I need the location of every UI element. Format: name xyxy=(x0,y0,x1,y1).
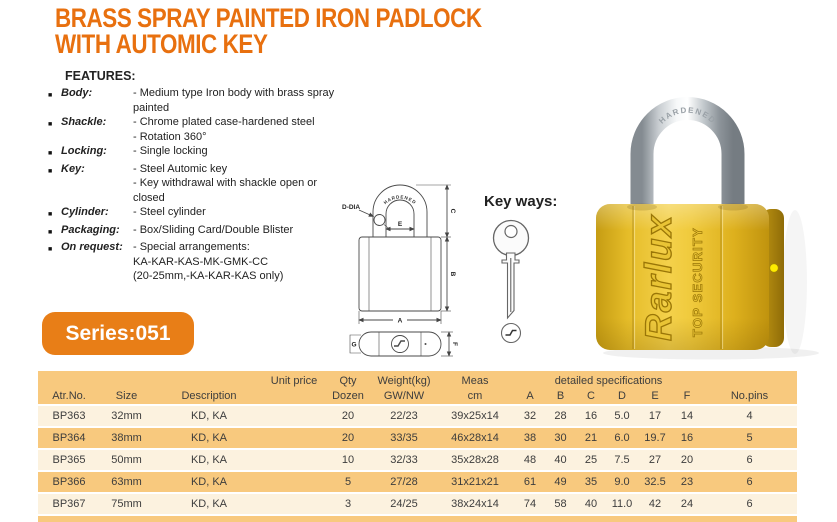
table-cell: 46x28x14 xyxy=(435,427,515,449)
table-cell: 50mm xyxy=(100,449,153,471)
table-cell: BP364 xyxy=(38,427,100,449)
key-blank-illustration xyxy=(484,214,554,344)
col-header-b: B xyxy=(545,387,576,405)
table-cell: 7.5 xyxy=(606,449,638,471)
table-cell: 11.0 xyxy=(606,493,638,515)
table-cell: BP363 xyxy=(38,405,100,427)
table-row xyxy=(38,427,797,449)
table-cell: 30 xyxy=(545,427,576,449)
diagram-label-a: A xyxy=(397,317,403,325)
table-cell: 14 xyxy=(672,405,702,427)
table-cell: 32.5 xyxy=(638,471,672,493)
table-row xyxy=(38,493,797,515)
table-cell: 24/25 xyxy=(373,493,435,515)
table-cell xyxy=(265,471,323,493)
col-header-no-pins: No.pins xyxy=(702,387,797,405)
table-cell: BP367 xyxy=(38,493,100,515)
col-header-c: C xyxy=(576,387,606,405)
table-cell: 5 xyxy=(702,427,797,449)
col-header-unit-price: Unit price xyxy=(265,371,323,387)
bullet-icon: ■ xyxy=(48,246,53,253)
table-cell: 74 xyxy=(515,493,545,515)
keyways-section xyxy=(484,193,557,349)
table-cell: 28 xyxy=(545,405,576,427)
table-bottom-strip xyxy=(38,516,797,522)
table-cell: 32/33 xyxy=(373,449,435,471)
padlock-photo xyxy=(571,57,837,367)
feature-value: - Steel Automic key xyxy=(133,162,228,175)
table-cell: 25 xyxy=(576,449,606,471)
table-row xyxy=(38,405,797,427)
diagram-label-f: F xyxy=(451,342,458,346)
table-cell: 58 xyxy=(545,493,576,515)
table-cell xyxy=(265,405,323,427)
feature-item-locking xyxy=(48,144,348,162)
table-cell: 24 xyxy=(672,493,702,515)
bullet-icon: ■ xyxy=(48,167,53,175)
diagram-label-g: G xyxy=(351,341,357,349)
col-header-qty: Qty xyxy=(323,371,373,387)
table-header-row-1 xyxy=(38,371,797,387)
brand-tagline-engraving: TOP SECURITY xyxy=(690,227,705,337)
feature-label: On request: xyxy=(61,241,123,253)
table-cell: 35 xyxy=(576,471,606,493)
table-cell: 22/23 xyxy=(373,405,435,427)
feature-label: Key: xyxy=(61,162,85,175)
table-cell: 40 xyxy=(545,449,576,471)
table-cell: BP365 xyxy=(38,449,100,471)
table-cell: 75mm xyxy=(100,493,153,515)
diagram-label-e: E xyxy=(397,221,403,228)
table-cell: 32mm xyxy=(100,405,153,427)
side-pin-dot xyxy=(770,264,778,272)
col-header-weight: Weight(kg) xyxy=(373,371,435,387)
header-spacer xyxy=(265,387,323,405)
table-cell: 10 xyxy=(323,449,373,471)
diagram-label-c: C xyxy=(449,208,456,214)
table-cell: 38 xyxy=(515,427,545,449)
col-header-description: Description xyxy=(153,387,265,405)
features-heading: FEATURES: xyxy=(65,69,136,83)
header-spacer xyxy=(38,371,265,387)
table-cell: 49 xyxy=(545,471,576,493)
bullet-icon: ■ xyxy=(48,228,53,236)
feature-label: Packaging: xyxy=(61,223,120,236)
feature-value: - Steel cylinder xyxy=(133,206,206,218)
feature-item-shackle xyxy=(48,115,348,144)
feature-value: - Chrome plated case-hardened steel xyxy=(133,116,315,128)
table-cell: 35x28x28 xyxy=(435,449,515,471)
feature-item-packaging xyxy=(48,223,348,241)
col-header-f: F xyxy=(672,387,702,405)
table-cell: 40 xyxy=(576,493,606,515)
table-cell: 33/35 xyxy=(373,427,435,449)
table-cell: 19.7 xyxy=(638,427,672,449)
diagram-label-hardened: HARDENED xyxy=(382,194,418,206)
feature-item-cylinder xyxy=(48,205,348,223)
bullet-icon: ■ xyxy=(48,92,53,99)
table-cell: 6.0 xyxy=(606,427,638,449)
table-cell: KD, KA xyxy=(153,405,265,427)
table-cell: 61 xyxy=(515,471,545,493)
table-cell xyxy=(265,493,323,515)
feature-item-on-request xyxy=(48,240,348,284)
feature-label: Locking: xyxy=(61,145,107,157)
table-cell: 5 xyxy=(323,471,373,493)
col-header-dozen: Dozen xyxy=(323,387,373,405)
table-cell: 17 xyxy=(638,405,672,427)
shackle-stamp-text: HARDENED xyxy=(657,105,718,126)
diagram-label-d-dia: D-DIA xyxy=(342,204,361,211)
table-row xyxy=(38,449,797,471)
table-cell: KD, KA xyxy=(153,427,265,449)
table-cell: 32 xyxy=(515,405,545,427)
feature-label: Shackle: xyxy=(61,116,107,128)
table-cell: 6 xyxy=(702,449,797,471)
bullet-icon: ■ xyxy=(48,121,53,128)
table-header-row-2 xyxy=(38,387,797,405)
feature-value: (20-25mm,-KA-KAR-KAS only) xyxy=(133,270,284,282)
dimension-diagram xyxy=(341,171,481,368)
col-header-gwnw: GW/NW xyxy=(373,387,435,405)
feature-value: - Rotation 360° xyxy=(133,130,207,143)
feature-value: KA-KAR-KAS-MK-GMK-CC xyxy=(133,255,269,268)
table-cell: 16 xyxy=(576,405,606,427)
table-cell: 16 xyxy=(672,427,702,449)
table-cell: KD, KA xyxy=(153,493,265,515)
series-badge-label: Series:051 xyxy=(65,321,171,345)
feature-value: - Medium type Iron body with brass spray painted xyxy=(133,87,335,114)
series-badge xyxy=(42,312,194,355)
table-cell: 20 xyxy=(672,449,702,471)
table-cell: 42 xyxy=(638,493,672,515)
table-cell: 20 xyxy=(323,427,373,449)
table-cell: KD, KA xyxy=(153,449,265,471)
bullet-icon: ■ xyxy=(48,211,53,218)
table-cell: 21 xyxy=(576,427,606,449)
table-cell: 9.0 xyxy=(606,471,638,493)
col-header-d: D xyxy=(606,387,638,405)
table-cell: 5.0 xyxy=(606,405,638,427)
table-cell: 20 xyxy=(323,405,373,427)
page-title-line2: WITH AUTOMIC KEY xyxy=(55,29,268,59)
table-cell: 6 xyxy=(702,493,797,515)
col-header-meas: Meas xyxy=(435,371,515,387)
table-cell: 38mm xyxy=(100,427,153,449)
page-title-line1: BRASS SPRAY PAINTED IRON PADLOCK xyxy=(55,3,482,33)
feature-value: - Special arrangements: xyxy=(133,241,250,253)
feature-item-body xyxy=(48,86,348,115)
spec-table xyxy=(38,371,797,516)
keyway-profile-icon xyxy=(502,324,521,343)
feature-value: - Key withdrawal with shackle open or closed xyxy=(133,177,318,204)
feature-label: Body: xyxy=(61,87,93,99)
header-spacer xyxy=(702,371,797,387)
table-cell: BP366 xyxy=(38,471,100,493)
table-cell: 31x21x21 xyxy=(435,471,515,493)
table-cell xyxy=(265,449,323,471)
feature-value: - Single locking xyxy=(133,145,208,157)
bullet-icon: ■ xyxy=(48,150,53,157)
table-cell: 39x25x14 xyxy=(435,405,515,427)
table-cell: 38x24x14 xyxy=(435,493,515,515)
table-cell: 27 xyxy=(638,449,672,471)
feature-label: Cylinder: xyxy=(61,206,109,218)
diagram-label-b: B xyxy=(449,271,456,277)
col-header-atr-no: Atr.No. xyxy=(38,387,100,405)
features-section xyxy=(48,69,348,284)
table-row xyxy=(38,471,797,493)
table-cell: KD, KA xyxy=(153,471,265,493)
table-cell: 48 xyxy=(515,449,545,471)
col-header-size: Size xyxy=(100,387,153,405)
page-title xyxy=(55,5,482,57)
col-header-detailed-specs: detailed specifications xyxy=(515,371,702,387)
table-cell: 4 xyxy=(702,405,797,427)
brand-engraving: Rarlux xyxy=(638,213,679,341)
table-cell: 6 xyxy=(702,471,797,493)
table-cell: 23 xyxy=(672,471,702,493)
col-header-a: A xyxy=(515,387,545,405)
table-cell: 27/28 xyxy=(373,471,435,493)
table-cell: 63mm xyxy=(100,471,153,493)
feature-value: - Box/Sliding Card/Double Blister xyxy=(133,223,294,236)
col-header-cm: cm xyxy=(435,387,515,405)
spec-table-section xyxy=(38,371,797,522)
feature-item-key xyxy=(48,162,348,206)
col-header-e: E xyxy=(638,387,672,405)
table-cell: 3 xyxy=(323,493,373,515)
keyways-heading: Key ways: xyxy=(484,193,558,210)
table-cell xyxy=(265,427,323,449)
